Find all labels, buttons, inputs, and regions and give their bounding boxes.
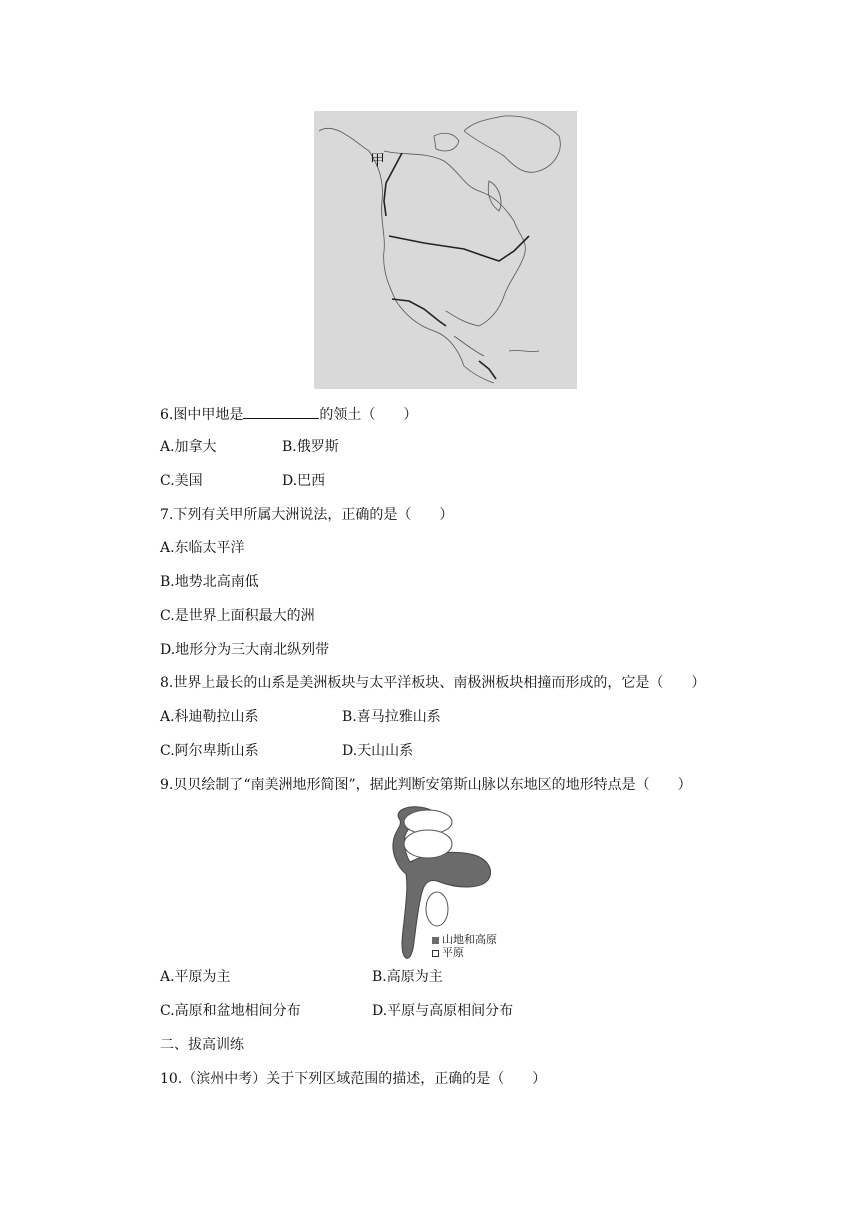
q8-stem: 8.世界上最长的山系是美洲板块与太平洋板块、南极洲板块相撞而形成的，它是（ ） [160, 675, 706, 691]
legend-mountain-label: 山地和高原 [442, 933, 497, 946]
q8-option-a[interactable]: A.科迪勒拉山系 [160, 709, 259, 725]
q10-stem: 10.（滨州中考）关于下列区域范围的描述，正确的是（ ） [160, 1071, 547, 1087]
plain-amazon [404, 830, 452, 858]
q6-stem-before: 6.图中甲地是 [160, 407, 244, 423]
plain-south [426, 892, 448, 926]
q6-stem [160, 404, 417, 425]
map-outline [314, 111, 577, 389]
legend-swatch-dark-icon [432, 937, 439, 944]
q8-option-c[interactable]: C.阿尔卑斯山系 [160, 743, 259, 759]
q7-option-b[interactable]: B.地势北高南低 [160, 574, 259, 590]
section-title: 二、拔高训练 [160, 1037, 244, 1053]
q9-option-d[interactable]: D.平原与高原相间分布 [372, 1003, 514, 1019]
legend-plain [432, 947, 464, 959]
q7-stem: 7.下列有关甲所属大洲说法，正确的是（ ） [160, 507, 454, 523]
legend-plain-label: 平原 [442, 946, 464, 959]
map-label-jia: 甲 [370, 151, 386, 169]
q7-option-a[interactable]: A.东临太平洋 [160, 540, 245, 556]
q6-stem-after: 的领土（ ） [319, 407, 418, 423]
q7-option-c[interactable]: C.是世界上面积最大的洲 [160, 608, 315, 624]
q6-option-b[interactable]: B.俄罗斯 [282, 439, 339, 455]
q8-option-b[interactable]: B.喜马拉雅山系 [342, 709, 441, 725]
q6-option-a[interactable]: A.加拿大 [160, 439, 217, 455]
q6-answer-blank[interactable] [243, 404, 319, 419]
legend-mountain [432, 934, 497, 946]
q9-option-b[interactable]: B.高原为主 [372, 969, 443, 985]
q8-option-d[interactable]: D.天山山系 [342, 743, 414, 759]
q7-option-d[interactable]: D.地形分为三大南北纵列带 [160, 642, 330, 658]
q6-option-c[interactable]: C.美国 [160, 473, 203, 489]
q9-option-a[interactable]: A.平原为主 [160, 969, 231, 985]
legend-swatch-light-icon [432, 950, 439, 957]
south-america-terrain-sketch [370, 802, 510, 964]
q9-stem: 9.贝贝绘制了“南美洲地形简图”，据此判断安第斯山脉以东地区的地形特点是（ ） [160, 777, 692, 793]
north-america-map [314, 111, 577, 389]
q6-option-d[interactable]: D.巴西 [282, 473, 326, 489]
q9-option-c[interactable]: C.高原和盆地相间分布 [160, 1003, 301, 1019]
